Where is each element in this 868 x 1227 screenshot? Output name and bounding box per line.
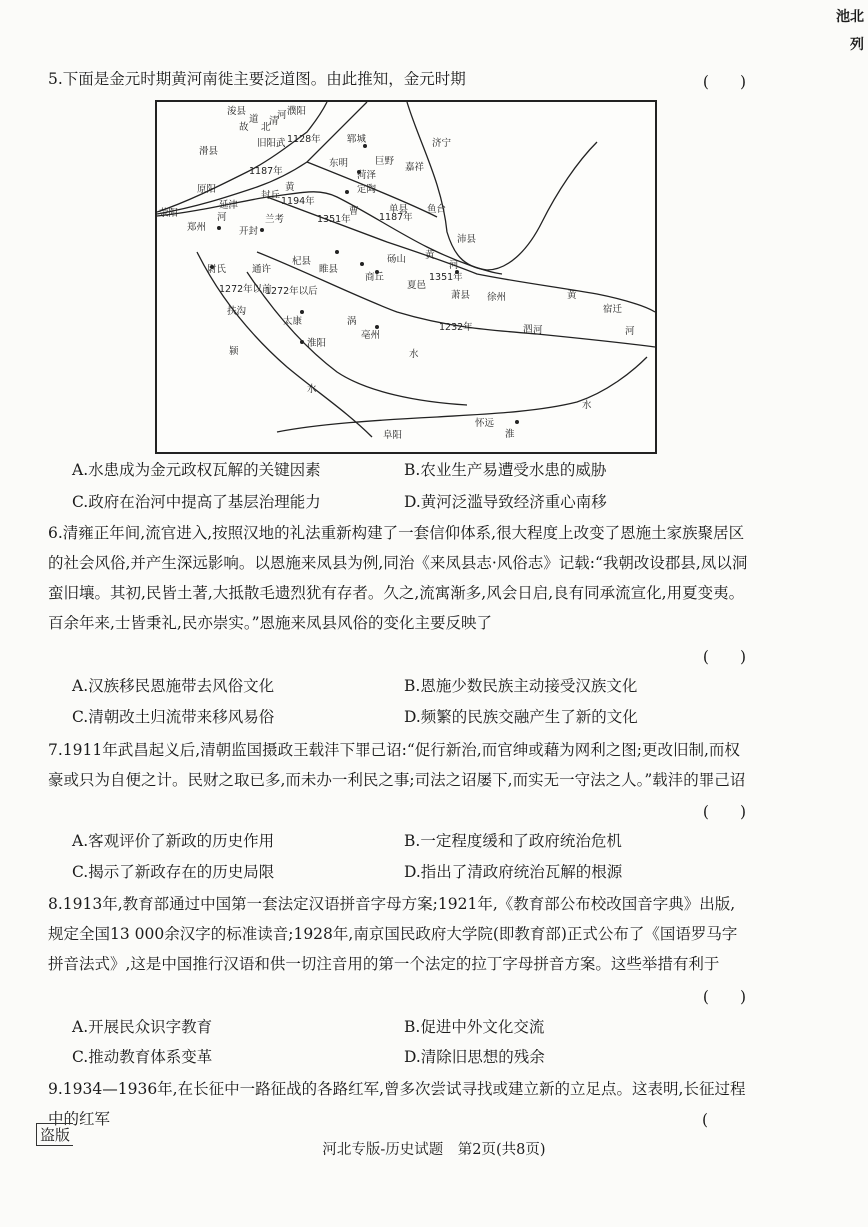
map-city-label: 亳州 (361, 330, 381, 341)
map-city-label: 睢县 (319, 264, 339, 275)
city-dot (260, 228, 264, 232)
q5-answer-paren: ( ) (702, 73, 746, 91)
map-city-label: 东明 (329, 158, 349, 169)
q8-option-d: D.清除旧思想的残余 (404, 1048, 545, 1066)
map-year-label: 1187年 (249, 166, 283, 177)
map-river-label: 北 (261, 122, 271, 133)
city-dot (360, 262, 364, 266)
map-city-label: 沛县 (457, 234, 477, 245)
map-city-label: 萧县 (451, 290, 471, 301)
map-city-label: 淮阳 (307, 338, 327, 349)
map-city-label: 濮阳 (287, 106, 307, 117)
city-dot (300, 310, 304, 314)
city-dot (217, 226, 221, 230)
map-city-label: 扶沟 (227, 306, 247, 317)
q7-option-b: B.一定程度缓和了政府统治危机 (404, 832, 622, 850)
map-river-label: 清 (269, 116, 279, 127)
map-river-label: 泗 (523, 324, 533, 335)
map-river-label: 河 (625, 326, 635, 337)
city-dot (345, 190, 349, 194)
map-city-label: 嘉祥 (405, 162, 425, 173)
q7-answer-paren: ( ) (702, 803, 746, 821)
map-city-label: 太康 (283, 316, 303, 327)
map-river-label: 淮 (505, 429, 515, 440)
q5-option-b: B.农业生产易遭受水患的威胁 (404, 461, 607, 479)
q6-stem: 6.清雍正年间,流官进入,按照汉地的礼法重新构建了一套信仰体系,很大程度上改变了恩施土家族聚居区的社会风俗,并产生深远影响。以恩施来凤县为例,同治《来凤县志·风俗志》记载:“我朝改设郡县,凤以洞蛮旧壤。其初,民皆土著,大抵散毛遗烈犹有存者。久之,流寓渐多,风会日启,良有同承流宣化,用夏变夷。百余年来,士皆秉礼,民亦崇实。”恩施来凤县风俗的变化主要反映了 (48, 524, 748, 632)
map-river-label: 故 (239, 122, 249, 133)
map-river-label: 河 (217, 212, 227, 223)
map-city-label: 郑州 (187, 222, 207, 233)
map-year-label: 1272年以后 (265, 286, 318, 297)
river-north (407, 102, 597, 270)
q5-option-d: D.黄河泛滥导致经济重心南移 (404, 493, 607, 511)
map-year-label: 1194年 (281, 196, 315, 207)
map-river-label: 颍 (229, 346, 239, 357)
map-river-label: 河 (449, 260, 459, 271)
q5-option-a: A.水患成为金元政权瓦解的关键因素 (72, 461, 321, 479)
q9-answer-paren: ( (701, 1111, 708, 1129)
q7-stem: 7.1911年武昌起义后,清朝监国摄政王载沣下罪己诏:“促行新治,而官绅或藉为网利之图;更改旧制,而权豪或只为自便之计。民财之取已多,而未办一利民之事;司法之诏屡下,而实无一守法之人。”载沣的罪己诏 (48, 741, 746, 789)
q8-stem: 8.1913年,教育部通过中国第一套法定汉语拼音字母方案;1921年,《教育部公布校改国音字典》出版,规定全国13 000余汉字的标准读音;1928年,南京国民政府大学院(即教育部)正式公布了《国语罗马字拼音法式》,这是中国推行汉语和供一切注音用的第一个法定的拉丁字母拼音方案。这些举措有利于 (48, 895, 738, 973)
q7-option-d: D.指出了清政府统治瓦解的根源 (404, 863, 623, 881)
edge-text-top: 池北 (836, 9, 864, 25)
q8-answer-paren: ( ) (702, 988, 746, 1006)
q6-option-a: A.汉族移民恩施带去风俗文化 (72, 677, 275, 695)
map-city-label: 徐州 (487, 292, 507, 303)
map-city-label: 商丘 (365, 272, 385, 283)
q7-option-a: A.客观评价了新政的历史作用 (72, 832, 275, 850)
map-river-label: 黄 (285, 182, 295, 193)
yellow-river-map (155, 100, 657, 454)
map-river-label: 水 (307, 384, 317, 395)
q6-option-b: B.恩施少数民族主动接受汉族文化 (404, 677, 638, 695)
map-year-label: 1272年以前 (219, 284, 272, 295)
map-city-label: 浚县 (227, 106, 247, 117)
map-river-label: 涡 (347, 316, 357, 327)
map-city-label: 单县 (389, 204, 409, 215)
q5-stem: 5.下面是金元时期黄河南徙主要泛道图。由此推知，金元时期 (48, 70, 466, 88)
q8-option-b: B.促进中外文化交流 (404, 1018, 545, 1036)
map-year-label: 1351年 (317, 214, 351, 225)
map-city-label: 兰考 (265, 214, 285, 225)
q8-option-a: A.开展民众识字教育 (72, 1018, 213, 1036)
map-city-label: 济宁 (432, 138, 452, 149)
map-city-label: 封丘 (261, 190, 281, 201)
map-city-label: 巨野 (375, 156, 395, 167)
edge-text-second: 列 (850, 37, 864, 53)
piracy-stamp: 盗版 (36, 1123, 73, 1146)
map-city-label: 怀远 (475, 418, 495, 429)
map-city-label: 通许 (252, 264, 272, 275)
map-svg (157, 102, 655, 452)
city-dot (300, 340, 304, 344)
map-city-labels (159, 105, 623, 441)
q6-option-c: C.清朝改土归流带来移风易俗 (72, 708, 275, 726)
city-dot (375, 325, 379, 329)
map-city-label: 杞县 (292, 256, 312, 267)
city-dot (335, 250, 339, 254)
map-city-label: 曹 (349, 206, 359, 217)
map-river-label: 黄 (425, 250, 435, 261)
map-city-label: 旧阳武 (257, 138, 286, 149)
map-city-label: 宿迁 (603, 304, 623, 315)
q7-option-c: C.揭示了新政存在的历史局限 (72, 863, 275, 881)
map-river-label: 河 (277, 110, 287, 121)
page-footer: 河北专版-历史试题 第2页(共8页) (322, 1142, 546, 1158)
map-city-label: 夏邑 (407, 280, 427, 291)
map-city-label: 荥阳 (159, 208, 179, 219)
map-year-label: 1128年 (287, 134, 321, 145)
q8-option-c: C.推动教育体系变革 (72, 1048, 213, 1066)
map-city-label: 定陶 (357, 184, 377, 195)
map-city-label: 菏泽 (357, 170, 377, 181)
map-city-label: 砀山 (387, 254, 407, 265)
city-dot (515, 420, 519, 424)
map-river-labels (217, 110, 635, 440)
q9-stem: 9.1934—1936年,在长征中一路征战的各路红军,曾多次尝试寻找或建立新的立足点。这表明,长征过程中的红军 (48, 1080, 746, 1128)
map-city-label: 原阳 (197, 184, 217, 195)
map-year-label: 1232年 (439, 322, 473, 333)
map-city-label: 郓城 (347, 134, 367, 145)
map-river-label: 道 (249, 114, 259, 125)
map-city-label: 尉氏 (207, 264, 227, 275)
map-city-label: 阜阳 (383, 430, 403, 441)
map-river-label: 河 (533, 325, 543, 336)
map-city-label: 鱼台 (427, 204, 447, 215)
map-year-label: 1351年 (429, 272, 463, 283)
map-river-label: 水 (409, 349, 419, 360)
map-river-label: 黄 (567, 290, 577, 301)
map-city-label: 延津 (219, 200, 239, 211)
map-city-label: 开封 (239, 226, 259, 237)
q6-answer-paren: ( ) (702, 648, 746, 666)
map-year-label: 1187年 (379, 212, 413, 223)
river-ying (197, 252, 372, 437)
q5-option-c: C.政府在治河中提高了基层治理能力 (72, 493, 321, 511)
map-river-label: 水 (582, 400, 592, 411)
map-city-label: 滑县 (199, 146, 219, 157)
q6-option-d: D.频繁的民族交融产生了新的文化 (404, 708, 638, 726)
